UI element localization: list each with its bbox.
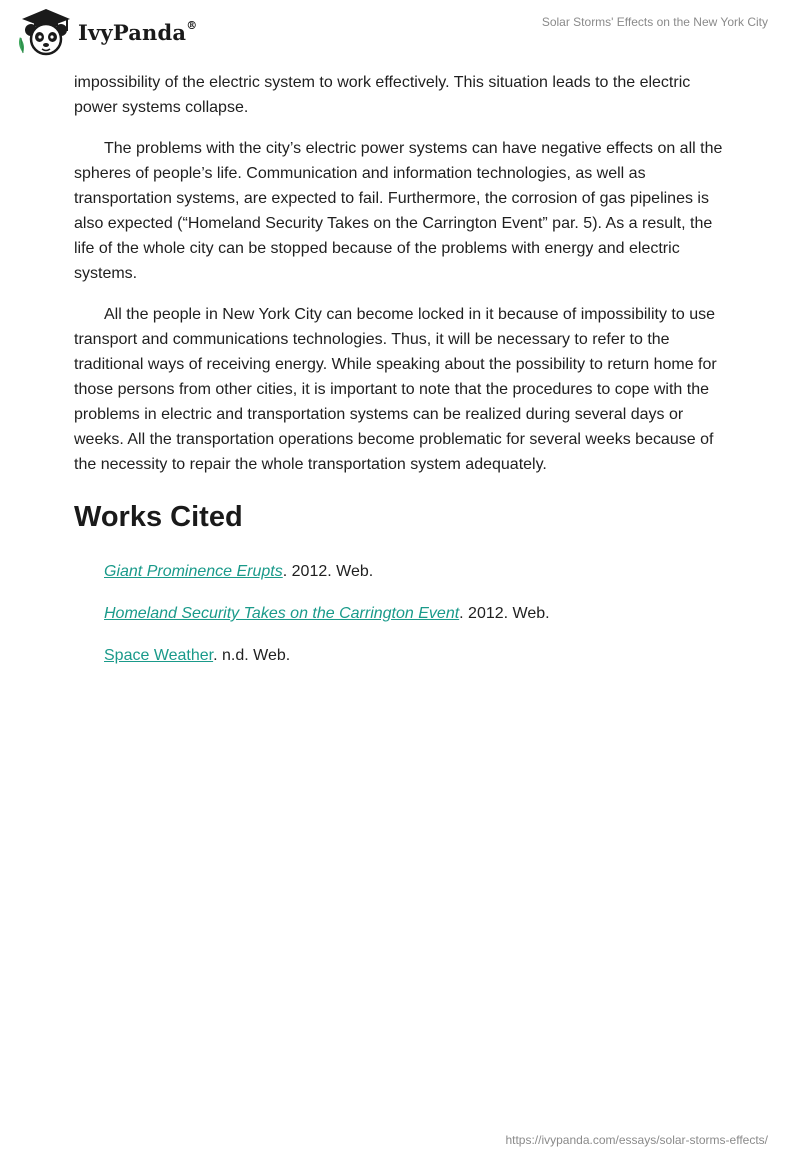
page-header xyxy=(0,0,800,64)
brand-name xyxy=(78,20,197,45)
paragraph-continued: impossibility of the electric system to work effectively. This situation leads to the electric power systems collapse. xyxy=(74,74,691,116)
citation-details: . 2012. Web. xyxy=(282,563,374,580)
essay-content xyxy=(74,70,726,685)
citation-details: . 2012. Web. xyxy=(459,605,550,622)
citation-link[interactable]: Space Weather xyxy=(104,647,214,664)
brand-name-text: IvyPanda xyxy=(78,19,187,45)
panda-graduation-cap-icon xyxy=(14,7,76,57)
citation-entry xyxy=(104,643,726,668)
citation-details: . n.d. Web. xyxy=(213,647,291,664)
trademark-symbol: ® xyxy=(186,18,198,32)
citation-entry xyxy=(104,559,726,584)
paragraph: All the people in New York City can become locked in it because of impossibility to use transport and communications technologies. Thus, it will be necessary to refer to the traditional ways of receiving energy. While speaking about the possibility to return home for those persons from other cities, it is important to note that the procedures to cope with the problems in electric and transportation systems can be realized during several days or weeks. All the transportation operations become problematic for several weeks because of the necessity to repair the whole transportation system adequately. xyxy=(74,306,717,473)
brand-logo[interactable] xyxy=(14,8,197,56)
footer-source-url: https://ivypanda.com/essays/solar-storms-effects/ xyxy=(505,1133,768,1147)
citation-link[interactable]: Giant Prominence Erupts xyxy=(104,563,283,580)
works-cited-heading: Works Cited xyxy=(74,501,243,533)
paragraph: The problems with the city’s electric power systems can have negative effects on all the spheres of people’s life. Communication and information technologies, as well as transportation systems, are expected to fail. Furthermore, the corrosion of gas pipelines is also expected (“Homeland Security Takes on the Carrington Event” par. 5). As a result, the life of the whole city can be stopped because of the problems with energy and electric systems. xyxy=(74,140,723,282)
citation-entry xyxy=(104,601,726,626)
citation-link[interactable]: Homeland Security Takes on the Carrington Event xyxy=(104,605,460,622)
document-title: Solar Storms' Effects on the New York City xyxy=(541,15,768,29)
